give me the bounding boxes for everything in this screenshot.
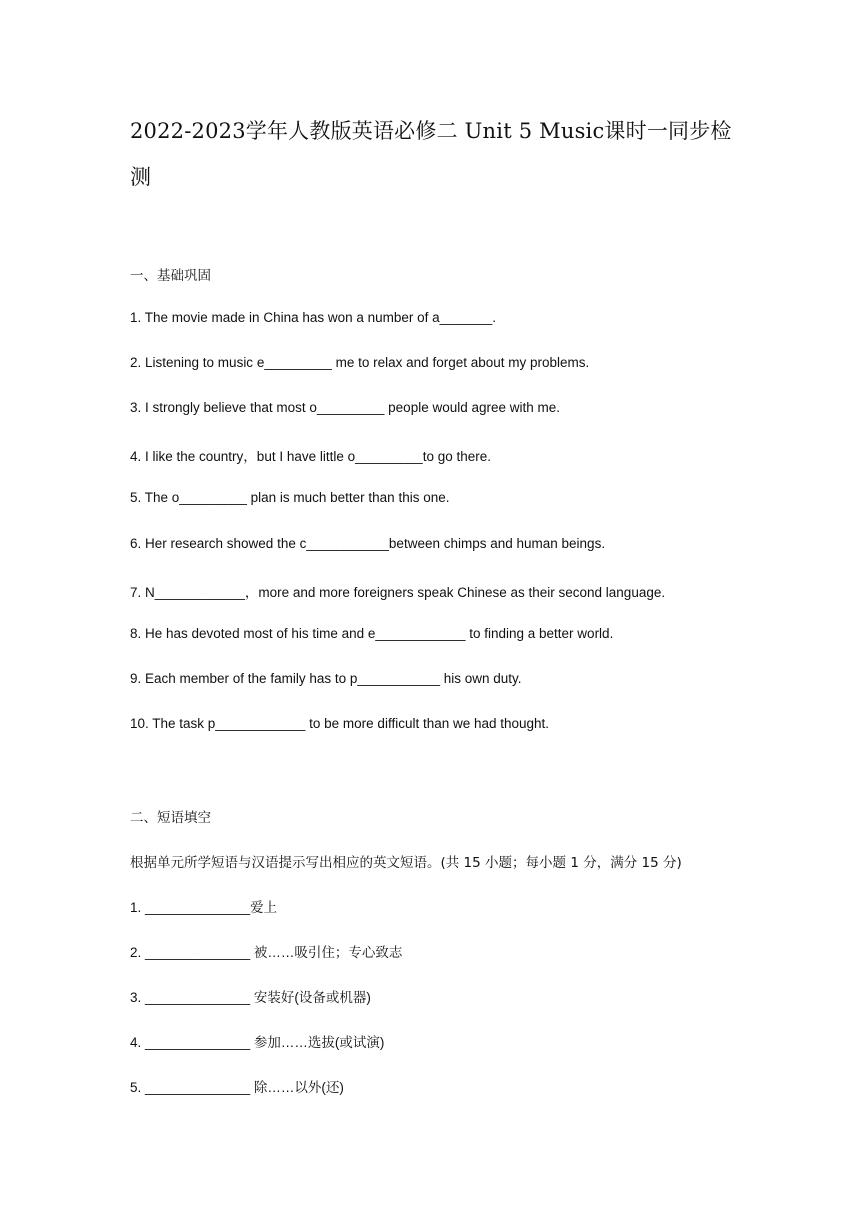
phrase-item-1: 1. ______________爱上 [130, 900, 278, 915]
section-2-heading: 二、短语填空 [130, 810, 211, 826]
phrase-item-3: 3. ______________ 安装好(设备或机器) [130, 990, 371, 1005]
question-1: 1. The movie made in China has won a number of a_______. [130, 310, 496, 325]
question-4: 4. I like the country，but I have little o_________to go there. [130, 449, 491, 464]
question-7: 7. N____________，more and more foreigners speak Chinese as their second language. [130, 585, 666, 600]
question-10: 10. The task p____________ to be more difficult than we had thought. [130, 716, 550, 731]
question-3: 3. I strongly believe that most o_________ people would agree with me. [130, 400, 561, 415]
question-5: 5. The o_________ plan is much better than this one. [130, 490, 450, 505]
question-6: 6. Her research showed the c___________between chimps and human beings. [130, 536, 606, 551]
phrase-item-5: 5. ______________ 除……以外(还) [130, 1080, 344, 1095]
section-2-instruction: 根据单元所学短语与汉语提示写出相应的英文短语。(共 15 小题；每小题 1 分，满分 15 分) [130, 855, 682, 871]
document-title: 2022-2023学年人教版英语必修二 Unit 5 Music课时一同步检测 [130, 119, 732, 189]
question-2: 2. Listening to music e_________ me to relax and forget about my problems. [130, 355, 590, 370]
phrase-item-4: 4. ______________ 参加……选拔(或试演) [130, 1035, 385, 1050]
phrase-item-2: 2. ______________ 被……吸引住；专心致志 [130, 945, 403, 960]
section-1-heading: 一、基础巩固 [130, 268, 211, 284]
question-8: 8. He has devoted most of his time and e____________ to finding a better world. [130, 626, 614, 641]
question-9: 9. Each member of the family has to p___________ his own duty. [130, 671, 522, 686]
